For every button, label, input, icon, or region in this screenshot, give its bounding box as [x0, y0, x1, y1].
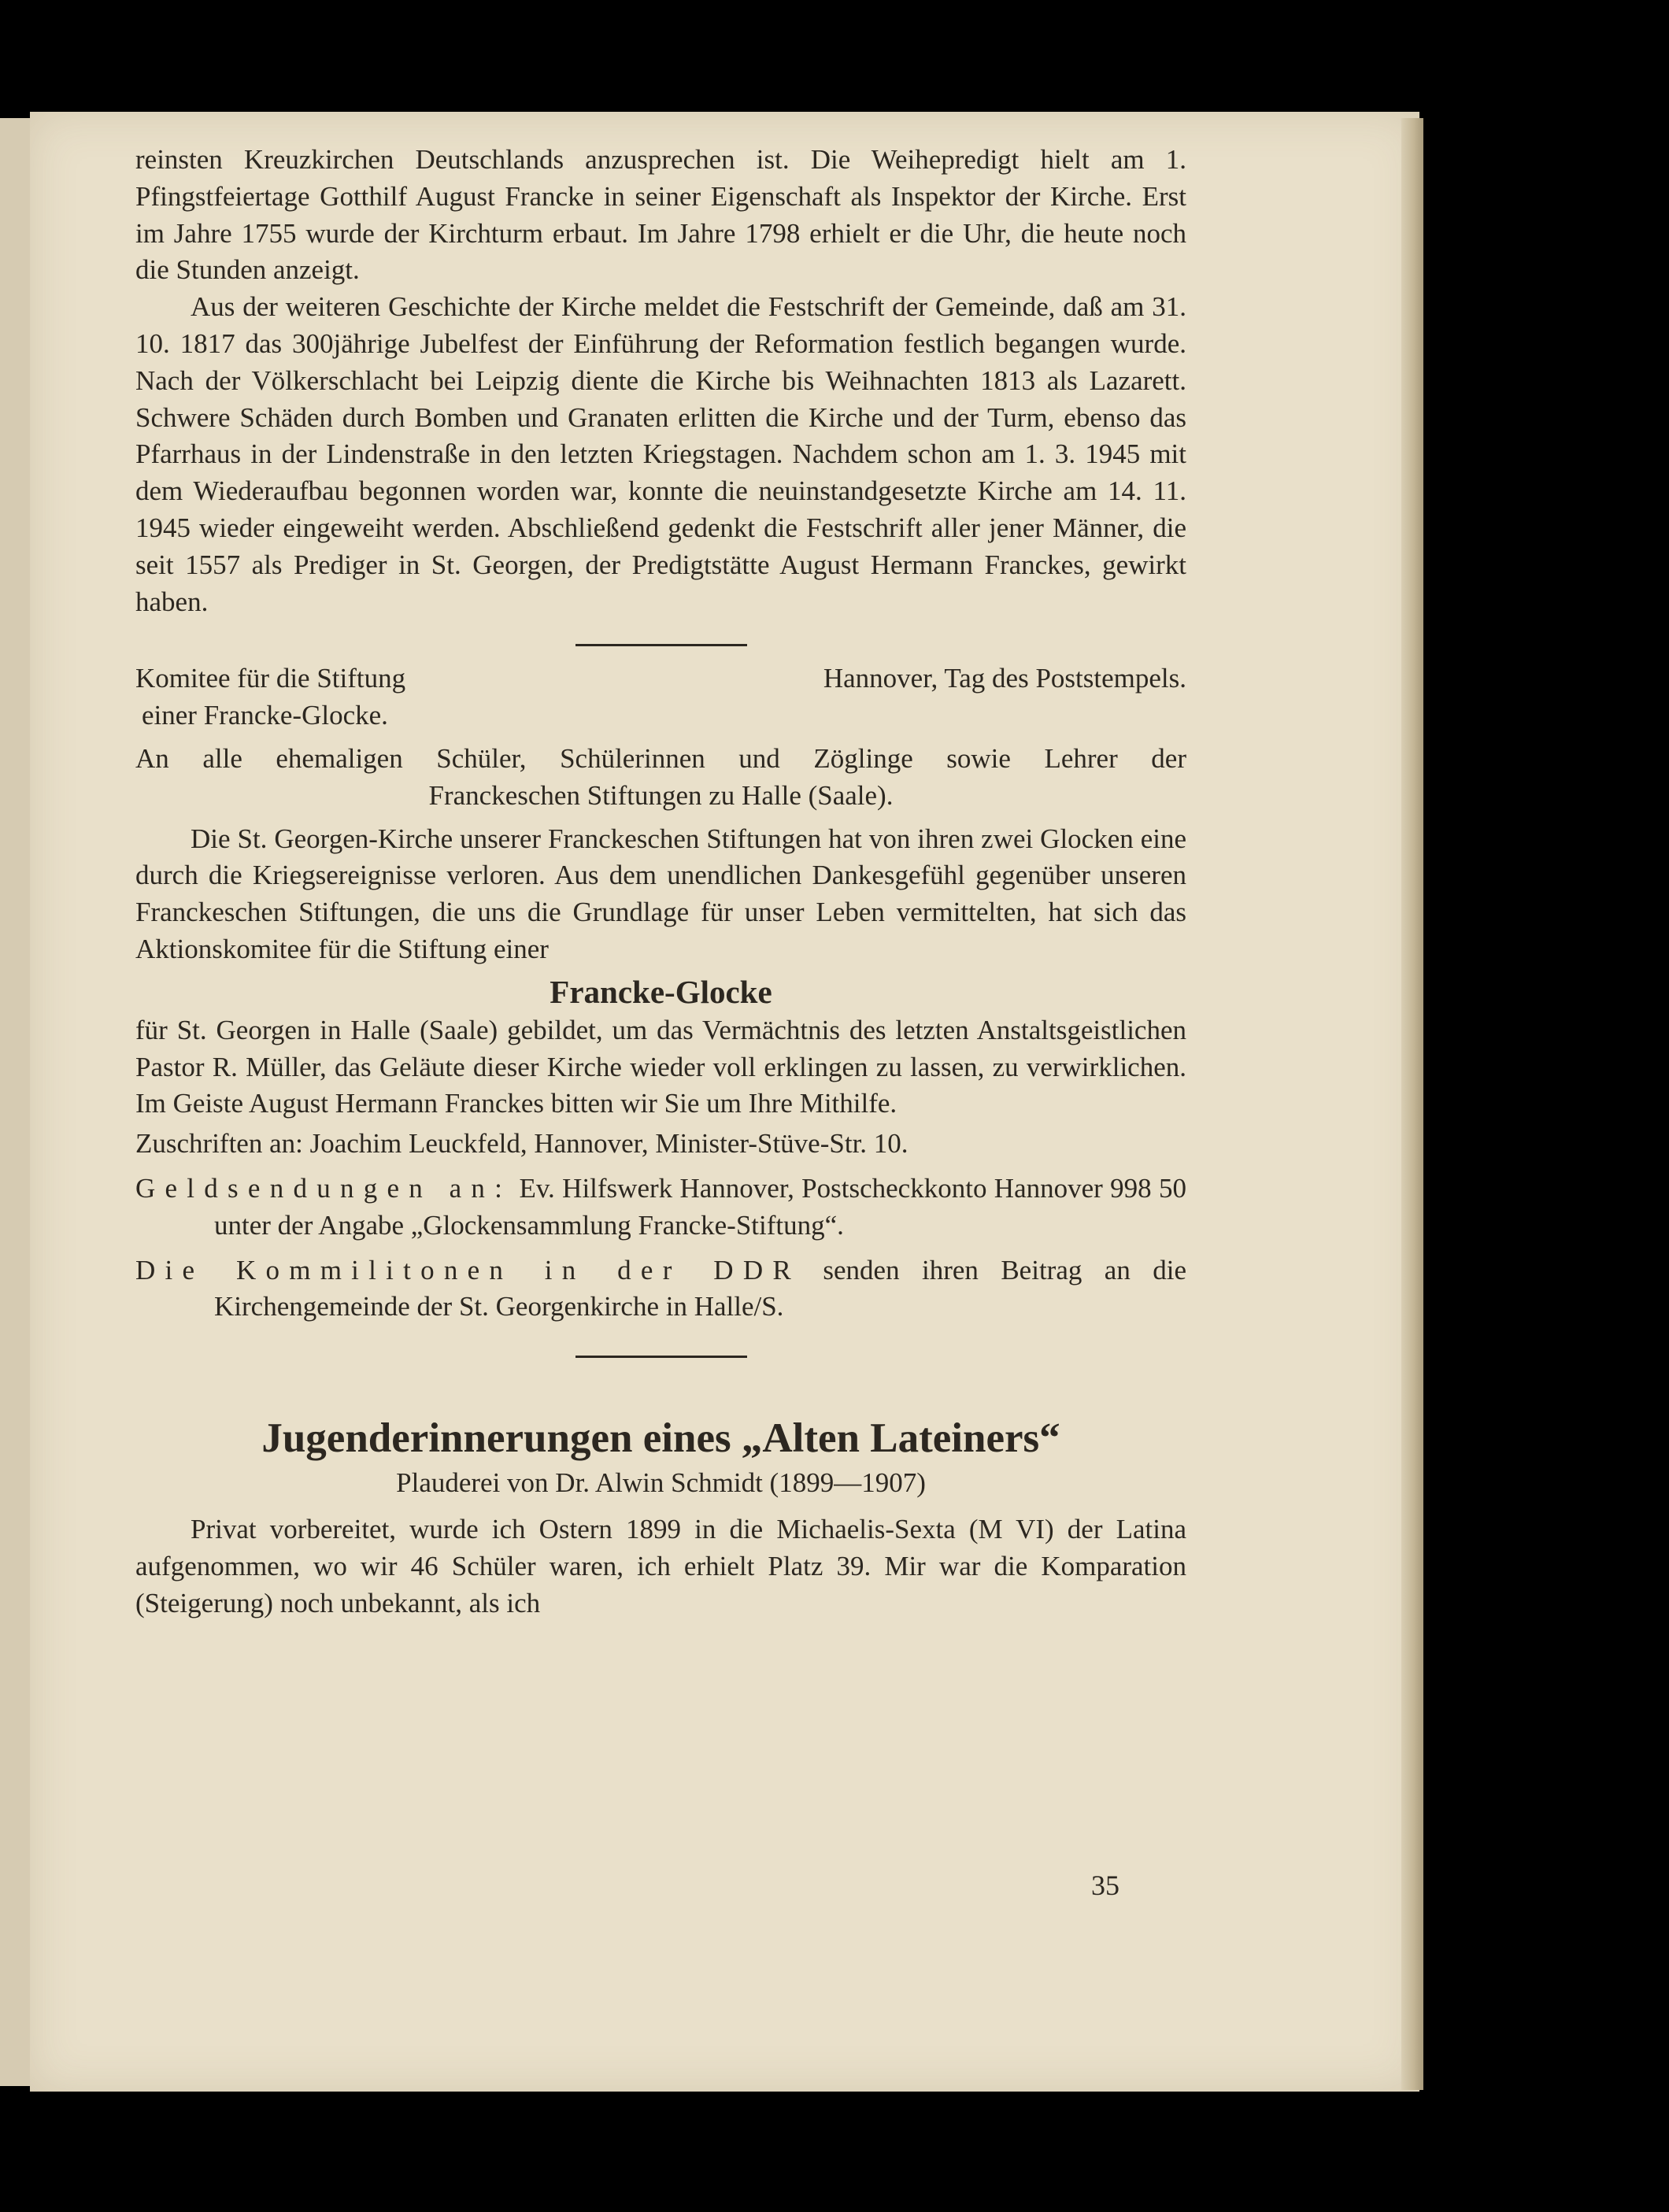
section-divider-2 [575, 1356, 747, 1358]
facing-page-edge [0, 118, 31, 2086]
article-byline: Plauderei von Dr. Alwin Schmidt (1899—1907) [396, 1467, 926, 1499]
appeal-sender [135, 660, 639, 734]
money-text: Ev. Hilfswerk Hannover, Postscheckkonto Hannover 998 50 unter der Angabe „Glockensammlung Francke-Stiftung“. [214, 1172, 1187, 1241]
page-stack-edge [1401, 118, 1423, 2090]
sender-line-1: Komitee für die Stiftung [135, 663, 406, 694]
address-line-1: An alle ehemaligen Schüler, Schülerinnen und Zöglinge sowie Lehrer der [135, 742, 1186, 774]
ddr-label: Die Kommilitonen in der DDR [135, 1254, 801, 1285]
appeal-contact: Zuschriften an: Joachim Leuckfeld, Hannover, Minister-Stüve-Str. 10. [135, 1128, 909, 1160]
article-intro: Privat vorbereitet, wurde ich Ostern 1899 in die Michaelis-Sexta (M VI) der Latina aufgenommen, wo wir 46 Schüler waren, ich erhielt Platz 39. Mir war die Komparation (Steigerung) noch unbekannt, als ich [135, 1513, 1186, 1618]
appeal-body-before: Die St. Georgen-Kirche unserer Franckeschen Stiftungen hat von ihren zwei Glocken eine durch die Kriegsereignisse verloren. Aus dem unendlichen Dankesgefühl gegenüber unseren Franckeschen Stiftungen, die uns die Grundlage für unser Leben vermittelten, hat sich das Aktionskomitee für die Stiftung einer [135, 823, 1186, 964]
appeal-body-after: für St. Georgen in Halle (Saale) gebildet, um das Vermächtnis des letzten Anstaltsgeistlichen Pastor R. Müller, das Geläute dieser Kirche wieder voll erklingen zu lassen, zu verwirklichen. Im Geiste August Hermann Franckes bitten wir Sie um Ihre Mithilfe. [135, 1014, 1186, 1119]
money-label: Geldsendungen an: [135, 1172, 513, 1204]
page-content [135, 142, 1186, 1622]
ddr-text: senden ihren Beitrag an die Kirchengemeinde der St. Georgenkirche in Halle/S. [214, 1254, 1187, 1322]
paragraph-church-history-1: reinsten Kreuzkirchen Deutschlands anzusprechen ist. Die Weihepredigt hielt am 1. Pfingstfeiertage Gotthilf August Francke in seiner Eigenschaft als Inspektor der Kirche. Erst im Jahre 1755 wurde der Kirchturm erbaut. Im Jahre 1798 erhielt er die Uhr, die heute noch die Stunden anzeigt. [135, 144, 1186, 286]
page-number: 35 [1091, 1870, 1119, 1901]
section-divider [575, 644, 747, 646]
sender-line-2: einer Francke-Glocke. [142, 700, 388, 731]
bell-title: Francke-Glocke [550, 973, 772, 1010]
appeal-addressees [135, 741, 1186, 815]
appeal-money [135, 1171, 1186, 1245]
appeal-place-date: Hannover, Tag des Poststempels. [823, 663, 1186, 694]
appeal-ddr [135, 1252, 1186, 1326]
appeal-header [135, 660, 1186, 734]
paragraph-church-history-2: Aus der weiteren Geschichte der Kirche meldet die Festschrift der Gemeinde, daß am 31. 10. 1817 das 300jährige Jubelfest der Einführung der Reformation festlich begangen wurde. Nach der Völkerschlacht bei Leipzig diente die Kirche bis Weihnachten 1813 als Lazarett. Schwere Schäden durch Bomben und Granaten erlitten die Kirche und der Turm, ebenso das Pfarrhaus in der Lindenstraße in den letzten Kriegstagen. Nachdem schon am 1. 3. 1945 mit dem Wiederaufbau begonnen worden war, konnte die neuinstandgesetzte Kirche am 14. 11. 1945 wieder eingeweiht werden. Abschließend gedenkt die Festschrift aller jener Männer, die seit 1557 als Prediger in St. Georgen, der Predigtstätte August Hermann Franckes, gewirkt haben. [135, 291, 1186, 617]
address-line-2: Franckeschen Stiftungen zu Halle (Saale). [428, 779, 894, 811]
article-title: Jugenderinnerungen eines „Alten Lateiners“ [261, 1415, 1060, 1462]
